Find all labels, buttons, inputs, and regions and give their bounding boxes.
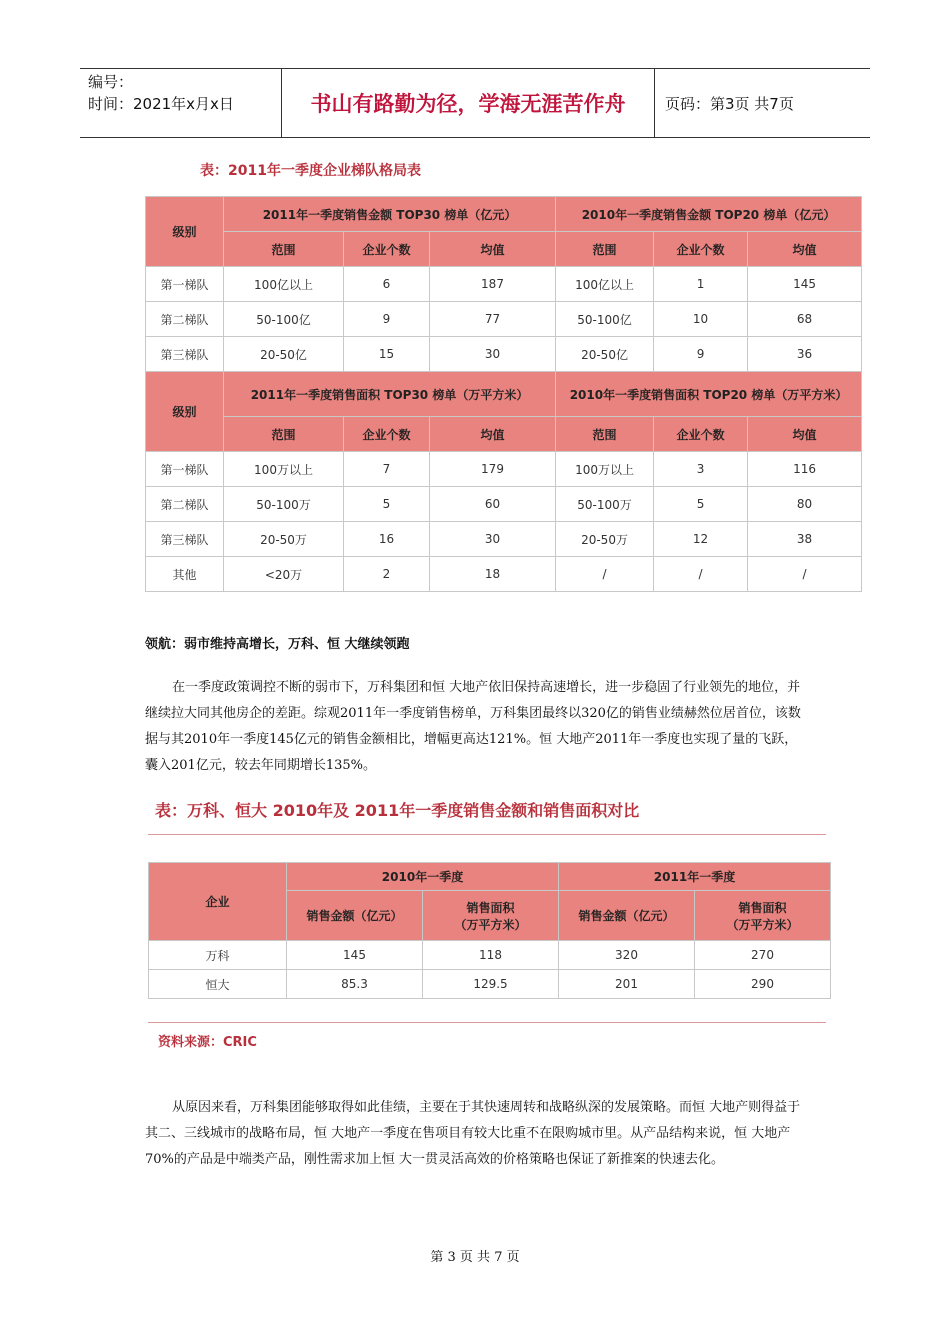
page-header [80,68,870,138]
cell: 9 [654,337,748,372]
cell: 270 [695,941,831,970]
sub-header: 企业个数 [344,232,430,267]
cell: 129.5 [423,970,559,999]
area-header-line2: （万平方米） [726,917,799,932]
motto: 书山有路勤为径，学海无涯苦作舟 [282,69,655,137]
sub-header: 均值 [430,232,556,267]
amount-header: 销售金额（亿元） [287,891,423,941]
table-row [146,267,862,302]
tier-table [145,196,862,592]
group-header-2010-amount: 2010年一季度销售金额 TOP20 榜单（亿元） [556,197,862,232]
area-header-line2: （万平方米） [454,917,527,932]
cell: 77 [430,302,556,337]
cell: 20-50万 [224,522,344,557]
company-cell: 恒大 [149,970,287,999]
paragraph-2: 从原因来看，万科集团能够取得如此佳绩，主要在于其快速周转和战略纵深的发展策略。而恒 大地产则得益于其二、三线城市的战略布局，恒 大地产一季度在售项目有较大比重不在限购城市里。从产品结构来说，恒 大地产70%的产品是中端类产品，刚性需求加上恒 大一贯灵活高效的价格策略也保证了新推案的快速去化。 [145,1100,801,1167]
cell: 20-50亿 [224,337,344,372]
sub-header: 企业个数 [344,417,430,452]
cell: 20-50亿 [556,337,654,372]
cell: / [556,557,654,592]
cell: 100亿以上 [224,267,344,302]
cell: 50-100万 [556,487,654,522]
level-header: 级别 [146,372,224,452]
cell: 20-50万 [556,522,654,557]
cell: 85.3 [287,970,423,999]
cell: 16 [344,522,430,557]
cell: <20万 [224,557,344,592]
cell: 30 [430,337,556,372]
sub-header: 均值 [748,232,862,267]
header-meta [80,69,282,137]
cell: 201 [559,970,695,999]
company-cell: 万科 [149,941,287,970]
amount-header: 销售金额（亿元） [559,891,695,941]
sub-header: 范围 [556,232,654,267]
table-row [146,557,862,592]
cell: 80 [748,487,862,522]
cell: 5 [654,487,748,522]
table-row [146,302,862,337]
table-row [146,337,862,372]
cell: 145 [287,941,423,970]
level-header: 级别 [146,197,224,267]
cell: 118 [423,941,559,970]
cell: 50-100亿 [556,302,654,337]
cell: 68 [748,302,862,337]
cell: 9 [344,302,430,337]
table-row [146,452,862,487]
sub-header: 均值 [748,417,862,452]
row-level: 第三梯队 [146,337,224,372]
group-header-2011-area: 2011年一季度销售面积 TOP30 榜单（万平方米） [224,372,556,417]
row-level: 第三梯队 [146,522,224,557]
cell: 100万以上 [556,452,654,487]
table-row [149,941,831,970]
cell: 15 [344,337,430,372]
section-heading: 领航：弱市维持高增长，万科、恒 大继续领跑 [145,637,410,652]
cell: 145 [748,267,862,302]
cell: 3 [654,452,748,487]
group-header-2010-area: 2010年一季度销售面积 TOP20 榜单（万平方米） [556,372,862,417]
page-label: 页码：第3页 共7页 [665,94,794,113]
company-header: 企业 [149,863,287,941]
area-header [695,891,831,941]
cell: 100万以上 [224,452,344,487]
area-header-line1: 销售面积 [466,900,515,915]
sub-header: 范围 [224,232,344,267]
cell: 18 [430,557,556,592]
cell: 100亿以上 [556,267,654,302]
cell: 36 [748,337,862,372]
cell: 38 [748,522,862,557]
cell: 1 [654,267,748,302]
data-source: 资料来源：CRIC [158,1035,257,1050]
title-rule [148,834,826,835]
source-rule [148,1022,826,1023]
paragraph-1: 在一季度政策调控不断的弱市下，万科集团和恒 大地产依旧保持高速增长，进一步稳固了行业领先的地位，并继续拉大同其他房企的差距。综观2011年一季度销售榜单，万科集团最终以320亿的销售业绩赫然位居首位，该数据与其2010年一季度145亿元的销售金额相比，增幅更高达121%。恒 大地产2011年一季度也实现了量的飞跃，囊入201亿元，较去年同期增长135%。 [145,680,801,773]
cell: 290 [695,970,831,999]
table-row [149,970,831,999]
cell: 179 [430,452,556,487]
row-level: 第二梯队 [146,487,224,522]
cell: 6 [344,267,430,302]
table2-title: 表：万科、恒大 2010年及 2011年一季度销售金额和销售面积对比 [155,801,640,820]
area-header [423,891,559,941]
cell: 320 [559,941,695,970]
year-header-2010: 2010年一季度 [287,863,559,891]
number-label: 编号： [88,73,134,91]
table-row [146,522,862,557]
year-header-2011: 2011年一季度 [559,863,831,891]
table1-title: 表：2011年一季度企业梯队格局表 [200,163,421,179]
sub-header: 企业个数 [654,232,748,267]
page-footer: 第 3 页 共 7 页 [430,1250,520,1265]
sub-header: 范围 [556,417,654,452]
cell: 50-100万 [224,487,344,522]
cell: 7 [344,452,430,487]
row-level: 第一梯队 [146,452,224,487]
sub-header: 企业个数 [654,417,748,452]
cell: 5 [344,487,430,522]
cell: 187 [430,267,556,302]
cell: 10 [654,302,748,337]
cell: 12 [654,522,748,557]
table-row [146,487,862,522]
cell: 30 [430,522,556,557]
time-label: 时间：2021年x月x日 [88,95,234,113]
sub-header: 均值 [430,417,556,452]
area-header-line1: 销售面积 [738,900,787,915]
row-level: 其他 [146,557,224,592]
cell: / [748,557,862,592]
row-level: 第二梯队 [146,302,224,337]
comparison-table [148,862,831,999]
group-header-2011-amount: 2011年一季度销售金额 TOP30 榜单（亿元） [224,197,556,232]
sub-header: 范围 [224,417,344,452]
cell: / [654,557,748,592]
cell: 2 [344,557,430,592]
cell: 116 [748,452,862,487]
cell: 50-100亿 [224,302,344,337]
cell: 60 [430,487,556,522]
row-level: 第一梯队 [146,267,224,302]
